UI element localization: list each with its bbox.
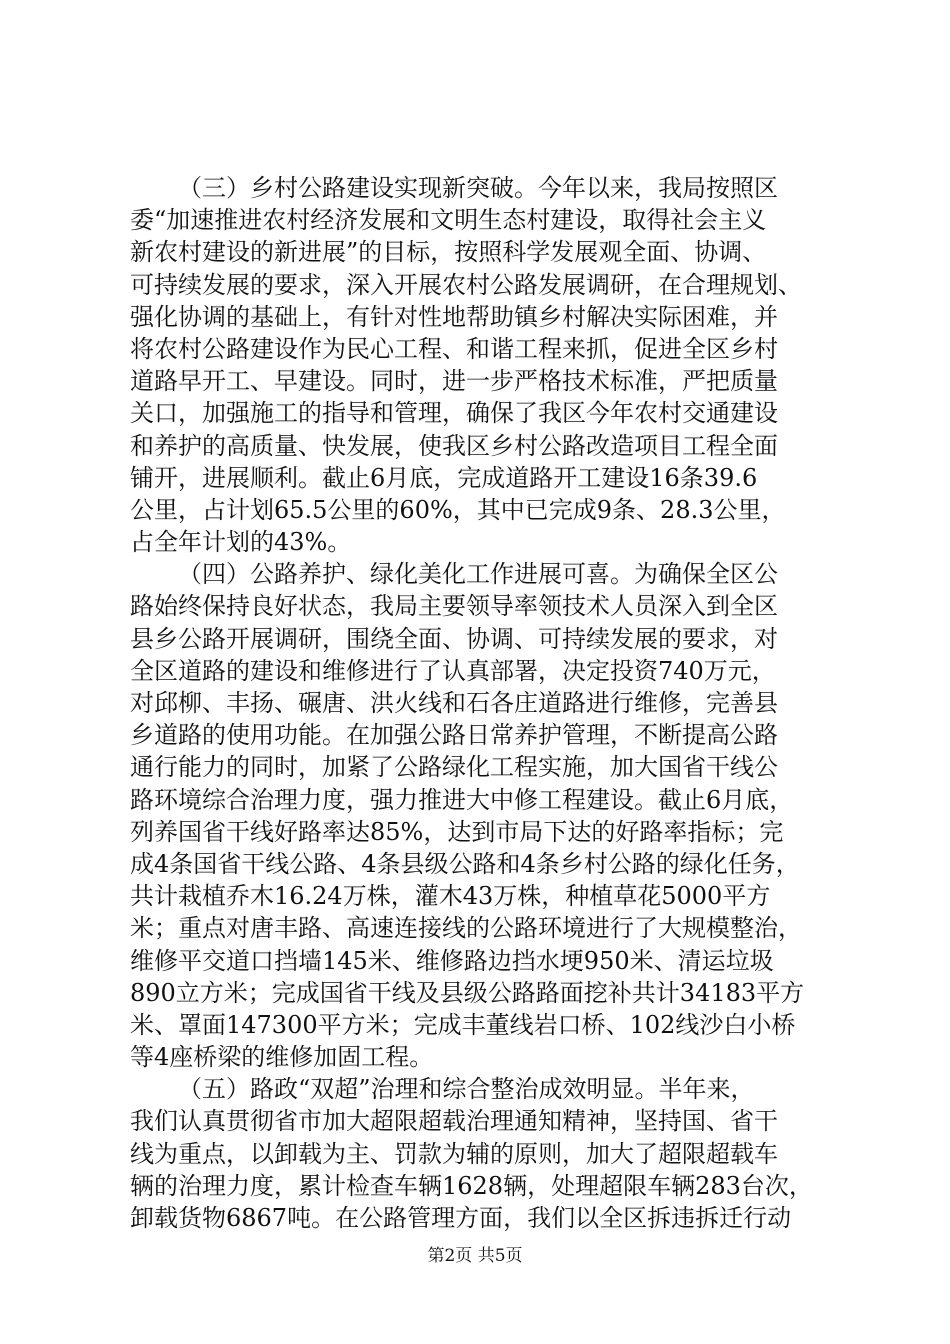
text-line: 关口，加强施工的指导和管理，确保了我区今年农村交通建设 xyxy=(130,399,778,428)
text-line: 将农村公路建设作为民心工程、和谐工程来抓，促进全区乡村 xyxy=(130,334,778,363)
text-line: 路始终保持良好状态，我局主要领导率领技术人员深入到全区 xyxy=(130,592,778,621)
text-line: 可持续发展的要求，深入开展农村公路发展调研，在合理规划、 xyxy=(130,270,802,299)
page-footer xyxy=(0,1245,950,1267)
text-line: 全区道路的建设和维修进行了认真部署，决定投资740万元， xyxy=(130,656,776,685)
text-line: 县乡公路开展调研，围绕全面、协调、可持续发展的要求，对 xyxy=(130,624,778,653)
text-line: 线为重点，以卸载为主、罚款为辅的原则，加大了超限超载车 xyxy=(130,1139,778,1168)
paragraph-3 xyxy=(130,172,830,558)
text-line: 道路早开工、早建设。同时，进一步严格技术标准，严把质量 xyxy=(130,367,778,396)
text-line: 占全年计划的43%。 xyxy=(130,528,352,557)
text-line: 等4座桥梁的维修加固工程。 xyxy=(130,1043,434,1072)
text-line: 对邱柳、丰扬、碾唐、洪火线和石各庄道路进行维修，完善县 xyxy=(130,689,778,717)
document-body xyxy=(130,172,830,1234)
text-line: 新农村建设的新进展”的目标，按照科学发展观全面、协调、 xyxy=(130,238,767,267)
text-line: 共计栽植乔木16.24万株，灌木43万株，种植草花5000平方 xyxy=(130,882,771,911)
text-line: 米；重点对唐丰路、高速连接线的公路环境进行了大规模整治， xyxy=(130,914,802,943)
text-line: （四）公路养护、绿化美化工作进展可喜。为确保全区公 xyxy=(178,560,778,589)
text-line: 米、罩面147300平方米；完成丰董线岩口桥、102线沙白小桥 xyxy=(130,1010,796,1039)
text-line: 通行能力的同时，加紧了公路绿化工程实施，加大国省干线公 xyxy=(130,753,778,782)
text-line: （五）路政“双超”治理和综合整治成效明显。半年来， xyxy=(178,1075,755,1104)
text-line: （三）乡村公路建设实现新突破。今年以来，我局按照区 xyxy=(178,174,778,202)
text-line: 路环境综合治理力度，强力推进大中修工程建设。截止6月底， xyxy=(130,785,794,814)
text-line: 强化协调的基础上，有针对性地帮助镇乡村解决实际困难，并 xyxy=(130,302,778,331)
text-line: 公里，占计划65.5公里的60%，其中已完成9条、28.3公里， xyxy=(130,495,786,524)
text-line: 乡道路的使用功能。在加强公路日常养护管理，不断提高公路 xyxy=(130,721,778,750)
text-line: 和养护的高质量、快发展，使我区乡村公路改造项目工程全面 xyxy=(130,431,778,460)
text-line: 我们认真贯彻省市加大超限超载治理通知精神，坚持国、省干 xyxy=(130,1107,778,1136)
paragraph-5 xyxy=(130,1073,830,1234)
text-line: 卸载货物6867吨。在公路管理方面，我们以全区拆违拆迁行动 xyxy=(130,1204,792,1232)
text-line: 维修平交道口挡墙145米、维修路边挡水埂950米、清运垃圾 xyxy=(130,946,774,975)
text-line: 成4条国省干线公路、4条县级公路和4条乡村公路的绿化任务， xyxy=(130,849,800,878)
page-number: 第2页 共5页 xyxy=(427,1246,523,1266)
text-line: 委“加速推进农村经济发展和文明生态村建设，取得社会主义 xyxy=(130,206,767,235)
text-line: 列养国省干线好路率达85%，达到市局下达的好路率指标；完 xyxy=(130,817,784,846)
text-line: 890立方米；完成国省干线及县级公路路面挖补共计34183平方 xyxy=(130,978,805,1007)
paragraph-4 xyxy=(130,558,830,1073)
text-line: 铺开，进展顺利。截止6月底，完成道路开工建设16条39.6 xyxy=(130,463,758,492)
text-line: 辆的治理力度，累计检查车辆1628辆，处理超限车辆283台次， xyxy=(130,1171,813,1200)
